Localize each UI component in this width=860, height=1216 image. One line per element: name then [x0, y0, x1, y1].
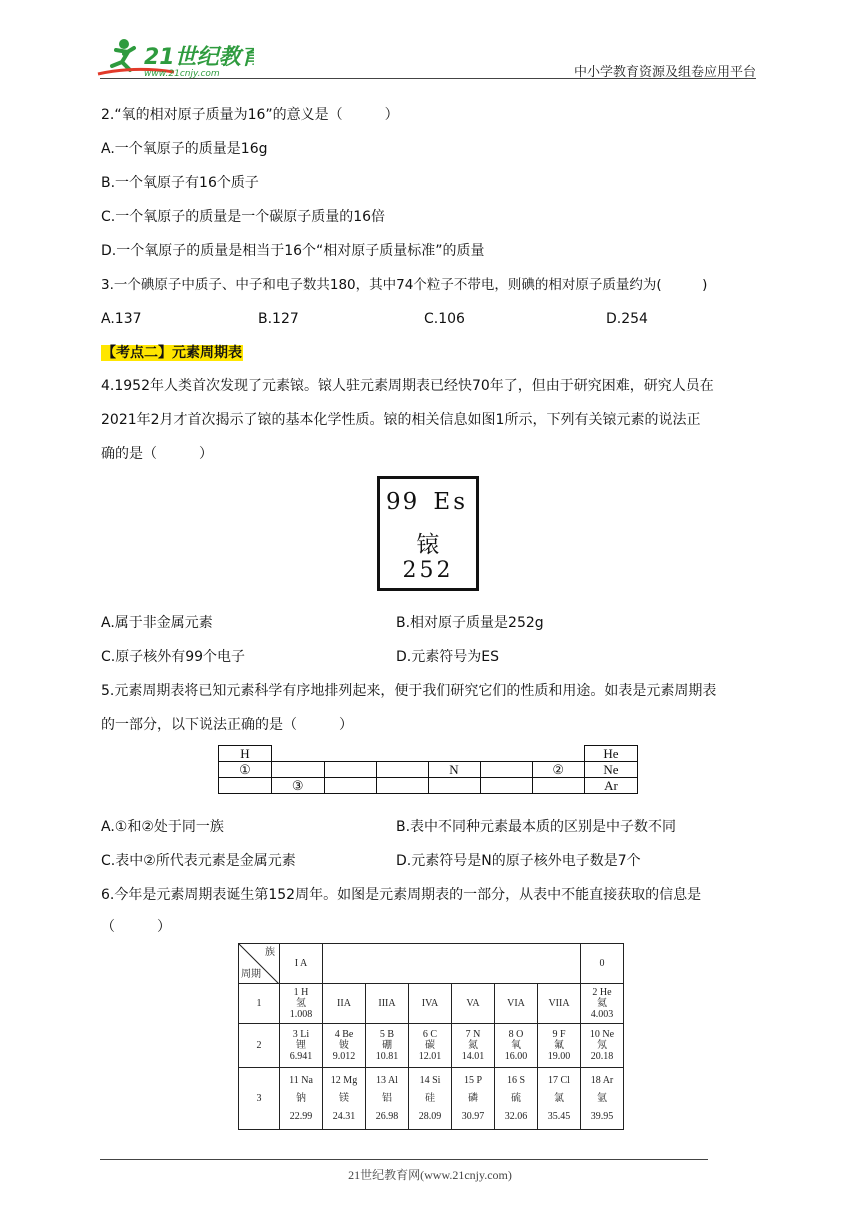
table-row: [239, 984, 624, 1024]
cell-ne: Ne: [585, 762, 638, 778]
group-header: IIA: [323, 984, 366, 1024]
atomic-mass: 252: [402, 558, 454, 583]
q4-option-a: A.属于非金属元素: [101, 615, 213, 631]
q6-stem-line1: 6.今年是元素周期表诞生第152周年。如图是元素周期表的一部分，从表中不能直接获取的信息是: [101, 887, 702, 903]
site-title: 中小学教育资源及组卷应用平台: [573, 65, 756, 80]
cell-he: He: [585, 746, 638, 762]
periodic-fragment-table: [218, 745, 638, 794]
element-cell: 8 O 氧 16.00: [495, 1024, 538, 1068]
element-cell: 6 C 碳 12.01: [409, 1024, 452, 1068]
cell-ar: Ar: [585, 778, 638, 794]
cell-3: ③: [272, 778, 325, 794]
group-header: VA: [452, 984, 495, 1024]
q5-option-d: D.元素符号是N的原子核外电子数是7个: [396, 853, 641, 869]
logo-url: www.21cnjy.com: [144, 69, 220, 78]
q5-stem-line1: 5.元素周期表将已知元素科学有序地排列起来，便于我们研究它们的性质和用途。如表是元素周期表: [101, 683, 717, 699]
element-cell: 13 Al 铝 26.98: [366, 1068, 409, 1130]
element-cell: 3 Li 锂 6.941: [280, 1024, 323, 1068]
q3-option-a: A.137: [101, 311, 142, 327]
q2-option-d: D.一个氧原子的质量是相当于16个“相对原子质量标准”的质量: [101, 243, 485, 259]
q5-stem-line2: 的一部分，以下说法正确的是（ ）: [101, 717, 353, 733]
logo-text: 21世纪教育: [144, 45, 254, 70]
cell-1: ①: [219, 762, 272, 778]
footer-divider: [100, 1159, 708, 1160]
q2-stem: 2.“氧的相对原子质量为16”的意义是（ ）: [101, 107, 399, 123]
group-header: I A: [280, 944, 323, 984]
element-symbol: Es: [433, 489, 468, 515]
element-cell-he: 2 He 氦 4.003: [581, 984, 624, 1024]
section-tag: 【考点二】元素周期表: [102, 345, 242, 361]
group-header: VIA: [495, 984, 538, 1024]
element-name: 锿: [416, 532, 440, 558]
cell-2: ②: [532, 762, 585, 778]
element-cell: 18 Ar 氩 39.95: [581, 1068, 624, 1130]
element-cell-h: 1 H 氢 1.008: [280, 984, 323, 1024]
cell-h: H: [219, 746, 272, 762]
q5-option-c: C.表中②所代表元素是金属元素: [101, 853, 296, 869]
q3-option-d: D.254: [606, 311, 648, 327]
element-card-einsteinium: [377, 476, 479, 591]
q4-option-c: C.原子核外有99个电子: [101, 649, 246, 665]
q4-stem-line1: 4.1952年人类首次发现了元素锿。锿人驻元素周期表已经快70年了，但由于研究困难，研究人员在: [101, 378, 714, 394]
element-cell: 10 Ne 氖 20.18: [581, 1024, 624, 1068]
section-heading: [101, 343, 243, 363]
element-cell: 7 N 氮 14.01: [452, 1024, 495, 1068]
site-logo: [94, 36, 254, 78]
q4-option-d: D.元素符号为ES: [396, 649, 499, 665]
q6-stem-line2: （ ）: [101, 919, 171, 935]
period-label: 1: [239, 984, 280, 1024]
footer-text: 21世纪教育网(www.21cnjy.com): [348, 1168, 512, 1182]
table-row: [239, 1024, 624, 1068]
q3-option-c: C.106: [424, 311, 465, 327]
group-header: VIIA: [538, 984, 581, 1024]
q3-stem: 3.一个碘原子中质子、中子和电子数共180，其中74个粒子不带电，则碘的相对原子质量约为( ): [101, 277, 708, 293]
corner-group-label: 族: [265, 947, 275, 958]
atomic-number: 99: [386, 489, 420, 515]
period-label: 2: [239, 1024, 280, 1068]
group-header: IIIA: [366, 984, 409, 1024]
element-cell: 4 Be 铍 9.012: [323, 1024, 366, 1068]
element-cell: 9 F 氟 19.00: [538, 1024, 581, 1068]
group-header: 0: [581, 944, 624, 984]
element-cell: 15 P 磷 30.97: [452, 1068, 495, 1130]
corner-period-label: 周期: [241, 969, 261, 980]
element-cell: 17 Cl 氯 35.45: [538, 1068, 581, 1130]
periodic-table-excerpt: [238, 943, 624, 1130]
group-header: IVA: [409, 984, 452, 1024]
element-cell: 12 Mg 镁 24.31: [323, 1068, 366, 1130]
q4-option-b: B.相对原子质量是252g: [396, 615, 544, 631]
cell-n: N: [428, 762, 480, 778]
period-label: 3: [239, 1068, 280, 1130]
element-cell: 5 B 硼 10.81: [366, 1024, 409, 1068]
table-row: [219, 762, 638, 778]
element-cell: 16 S 硫 32.06: [495, 1068, 538, 1130]
q3-option-b: B.127: [258, 311, 299, 327]
table-row: [219, 778, 638, 794]
q5-option-a: A.①和②处于同一族: [101, 819, 224, 835]
corner-cell: [239, 944, 280, 984]
q5-option-b: B.表中不同种元素最本质的区别是中子数不同: [396, 819, 677, 835]
header-divider: [100, 78, 756, 79]
q2-option-b: B.一个氧原子有16个质子: [101, 175, 259, 191]
q2-option-c: C.一个氧原子的质量是一个碳原子质量的16倍: [101, 209, 386, 225]
table-row: [219, 746, 638, 762]
element-cell: 11 Na 钠 22.99: [280, 1068, 323, 1130]
q2-option-a: A.一个氧原子的质量是16g: [101, 141, 268, 157]
table-row: [239, 1068, 624, 1130]
q4-stem-line2: 2021年2月才首次揭示了锿的基本化学性质。锿的相关信息如图1所示，下列有关锿元素的说法正: [101, 412, 701, 428]
runner-logo-icon: [94, 36, 254, 78]
q4-stem-line3: 确的是（ ）: [101, 446, 213, 462]
element-cell: 14 Si 硅 28.09: [409, 1068, 452, 1130]
table-row: [239, 944, 624, 984]
